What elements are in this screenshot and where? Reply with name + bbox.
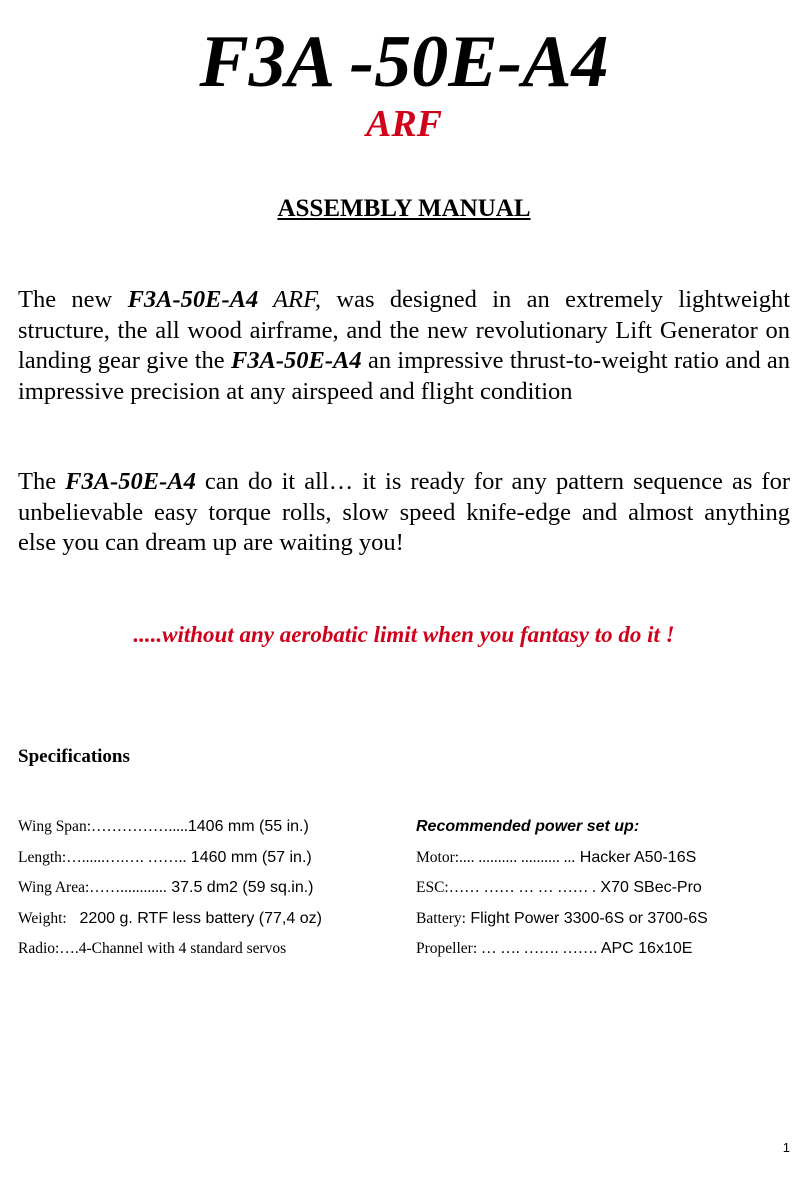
spec-value: 1460 mm (57 in.) — [186, 848, 312, 866]
spec-row — [18, 843, 322, 874]
power-value: Flight Power 3300-6S or 3700-6S — [465, 909, 708, 927]
specifications-list — [18, 812, 322, 965]
spec-value: 2200 g. RTF less battery (77,4 oz) — [70, 909, 322, 927]
spec-value: 37.5 dm2 (59 sq.in.) — [166, 879, 314, 896]
spec-row — [18, 934, 322, 965]
intro-paragraph — [18, 285, 790, 407]
intro-text-2: was designed in an extremely lightweight structure, the all wood airframe, and the new revolutionary Lift Generator on landing gear give the — [18, 286, 790, 374]
body2-text-2: can do it all… it is ready for any pattern sequence as for unbelievable easy torque rolls, slow speed knife-edge and almost anything else you can dream up are waiting you! — [18, 468, 790, 556]
intro-model-name-2: F3A-50E-A4 — [230, 347, 362, 374]
capabilities-paragraph — [18, 467, 790, 559]
spec-label: Wing Span:……………..... — [18, 818, 188, 835]
power-value: X70 SBec-Pro — [595, 879, 702, 896]
power-row — [416, 904, 708, 935]
body2-model-name: F3A-50E-A4 — [65, 468, 196, 495]
power-label: Battery: — [416, 909, 466, 927]
spec-value: 1406 mm (55 in.) — [187, 818, 309, 835]
intro-text-3: an impressive thrust-to-weight ratio and an impressive precision at any airspeed and flight condition — [18, 347, 790, 405]
power-row — [416, 873, 708, 904]
spec-row — [18, 904, 322, 935]
intro-text-1: The new — [18, 286, 128, 313]
power-setup-title: Recommended power set up: — [416, 818, 640, 835]
power-label: Propeller: … …. ……. ……. — [416, 940, 598, 957]
power-setup-list — [416, 812, 708, 965]
intro-model-name-1: F3A-50E-A4 — [127, 286, 259, 313]
document-subtitle: ARF — [365, 103, 443, 145]
specifications-title: Specifications — [18, 746, 130, 767]
power-value: APC 16x10E — [597, 940, 693, 957]
spec-row — [18, 812, 322, 843]
spec-label: Weight: — [18, 909, 71, 927]
power-label: Motor:.... .......... .......... ... — [416, 848, 576, 866]
power-row — [416, 934, 708, 965]
body2-text-1: The — [18, 468, 66, 495]
spec-label: Radio:….4-Channel with 4 standard servos — [18, 940, 287, 957]
section-heading: ASSEMBLY MANUAL — [277, 195, 531, 222]
document-title: F3A -50E-A4 — [199, 21, 609, 103]
spec-row — [18, 873, 322, 904]
page-number: 1 — [782, 1140, 790, 1155]
power-label: ESC:…… …… … … …… . — [416, 879, 596, 896]
tagline: .....without any aerobatic limit when you fantasy to do it ! — [133, 622, 675, 647]
spec-label: Length:…......….…. …….. — [18, 848, 187, 866]
power-value: Hacker A50-16S — [575, 848, 697, 866]
spec-label: Wing Area:……............ — [18, 879, 167, 896]
power-row — [416, 843, 708, 874]
intro-arf: ARF, — [258, 286, 322, 313]
